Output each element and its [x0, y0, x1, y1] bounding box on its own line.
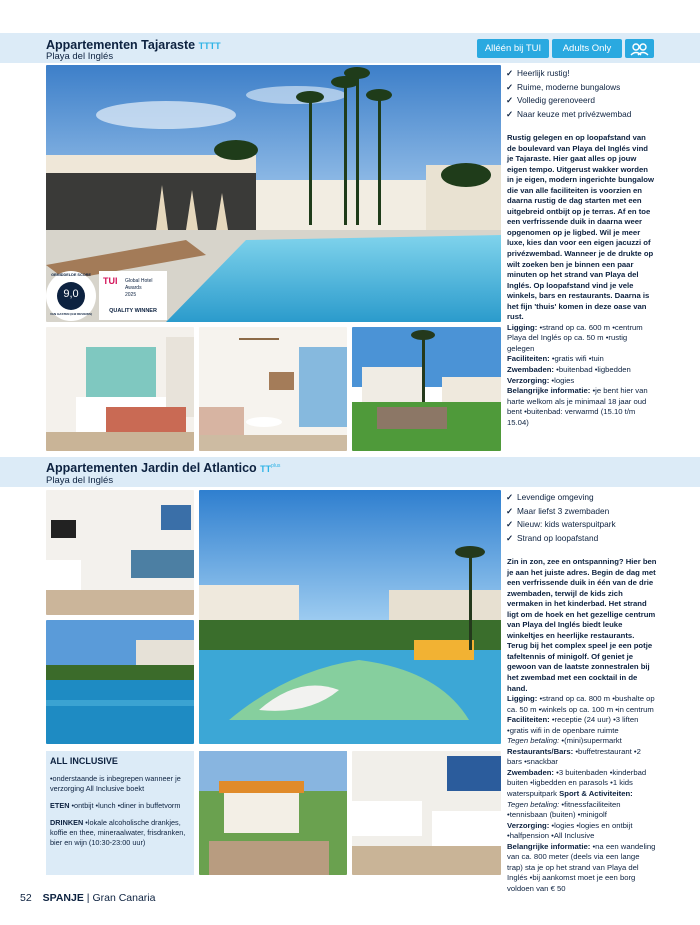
hotel1-location: Playa del Inglés	[46, 51, 114, 62]
hotel1-feature-item: ✓ Naar keuze met privézwembad	[506, 108, 676, 122]
hotel2-sport-label: Sport & Activiteiten:	[559, 789, 633, 799]
hotel2-sport-betaald-label: Tegen betaling:	[507, 799, 560, 809]
hotel1-feature-item: ✓ Volledig gerenoveerd	[506, 94, 676, 108]
hotel1-name: Appartementen Tajaraste	[46, 38, 196, 52]
adults-only-badge: Adults Only	[552, 39, 622, 58]
tui-award-year: 2025	[125, 292, 137, 298]
hotel1-faciliteiten-label: Faciliteiten:	[507, 354, 550, 364]
hotel2-feature-item: ✓ Nieuw: kids waterspuitpark	[506, 518, 676, 532]
hotel1-belangrijk-label: Belangrijke informatie:	[507, 386, 591, 396]
hotel2-description	[507, 557, 657, 895]
checkmark-icon: ✓	[506, 492, 513, 502]
all-inclusive-box	[46, 751, 194, 875]
hotel2-feature-item: ✓ Levendige omgeving	[506, 491, 676, 505]
tui-award-title: QUALITY WINNER	[109, 308, 157, 314]
eten-label: ETEN	[50, 801, 70, 810]
hotel2-belangrijk: •na een wandeling van ca. 800 meter (deels via een lange trap) sta je op het strand van Playa del Inglés •bij aankomst moet je een borg voldoen van € 50	[507, 841, 656, 893]
hotel2-stars-rating: TT	[260, 464, 272, 474]
guest-score-top-text: GEMIDDELDE SCORE	[51, 273, 91, 277]
hotel2-feature-list	[506, 491, 676, 545]
all-inclusive-title: ALL INCLUSIVE	[50, 756, 118, 766]
footer-country: SPANJE	[42, 892, 84, 904]
hotel1-ligging: •strand op ca. 600 m •centrum Playa del Inglés op ca. 50 m •rustig gelegen	[507, 322, 643, 353]
footer-region: Gran Canaria	[92, 892, 156, 904]
hotel2-stars-plus: plus	[271, 462, 281, 469]
checkmark-icon: ✓	[506, 532, 513, 543]
hotel2-zwembaden-label: Zwembaden:	[507, 767, 554, 777]
hotel2-tegen-betaling-label: Tegen betaling:	[507, 736, 560, 746]
hotel2-bar-photo	[199, 751, 347, 875]
hotel2-faciliteiten: •receptie (24 uur) •3 liften •gratis wifi in de openbare ruimte	[507, 715, 639, 735]
checkmark-icon: ✓	[506, 95, 513, 105]
hotel2-verzorging-label: Verzorging:	[507, 820, 550, 830]
hotel1-feature-item: ✓ Heerlijk rustig!	[506, 67, 676, 81]
footer-separator: |	[86, 892, 90, 904]
all-inclusive-intro: •onderstaande is inbegrepen wanneer je verzorging All Inclusive boekt	[50, 774, 181, 793]
tui-award-brand: TUI	[103, 276, 118, 286]
checkmark-icon: ✓	[506, 519, 513, 529]
hotel1-belangrijk: •je bent hier van harte welkom als je minimaal 18 jaar oud bent •buitenbad: verwarmd (15.10 t/m 15.04)	[507, 386, 648, 427]
hotel1-title	[46, 38, 221, 52]
tui-award-badge	[99, 271, 167, 320]
hotel1-description	[507, 133, 655, 428]
hotel1-verzorging: •logies	[549, 375, 575, 385]
hotel1-verzorging-label: Verzorging:	[507, 375, 550, 385]
hotel2-name: Appartementen Jardin del Atlantico	[46, 461, 257, 475]
hotel1-zwembaden-label: Zwembaden:	[507, 365, 554, 375]
hotel2-zwembaden: •3 buitenbaden •kinderbad buiten •ligbedden en parasols •1 kids waterspuitpark	[507, 767, 647, 799]
drinken-text: •lokale alcoholische drankjes, koffie en thee, mineraalwater, frisdranken, bier en wijn (10:30-23:00 uur)	[50, 818, 186, 847]
hotel2-verzorging: •logies •logies en ontbijt •halfpension •All Inclusive	[507, 820, 633, 841]
hotel2-location: Playa del Inglés	[46, 475, 114, 486]
tui-award-line2: Awards	[125, 285, 142, 291]
hotel2-faciliteiten-label: Faciliteiten:	[507, 715, 550, 725]
hotel1-living-room-photo	[199, 327, 347, 451]
all-inclusive-eten	[50, 801, 190, 811]
hotel2-ligging: •strand op ca. 800 m •bushalte op ca. 50 m •winkels op ca. 100 m •in centrum	[507, 694, 655, 714]
hotel2-bedroom-photo	[352, 751, 501, 875]
hotel2-title	[46, 461, 280, 475]
page-number: 52	[20, 892, 32, 904]
hotel2-feature-item: ✓ Maar liefst 3 zwembaden	[506, 505, 676, 519]
hotel2-feature-item: ✓ Strand op loopafstand	[506, 532, 676, 546]
tui-award-line1: Global Hotel	[125, 278, 153, 284]
eten-text: •ontbijt •lunch •diner in buffetvorm	[69, 801, 181, 810]
hotel2-faciliteiten-betaald: •(mini)supermarkt	[559, 736, 622, 746]
hotel2-main-photo	[199, 490, 501, 744]
checkmark-icon: ✓	[506, 108, 513, 119]
guest-score-value: 9,0	[63, 288, 79, 300]
hotel2-restaurants: •buffetrestaurant •2 bars •snackbar	[507, 746, 641, 767]
hotel1-zwembaden: •buitenbad •ligbedden	[554, 365, 631, 375]
hotel1-intro: Rustig gelegen en op loopafstand van de boulevard van Playa del Inglés vind je Tajaraste. Hier gaat alles op jouw eigen tempo. Uitgerust wakker worden in je eigen, modern ingerichte bungalow die van alle faciliteiten is voorzien en daarna rustig de dag starten met een uitgebreid ontbijt op je terras. Af en toe een verfrissende duik in daarna weer opgenomen op je ligbed. Wil je meer luxe, kies dan voor een eigen jacuzzi of privézwembad. Wanneer je de drukte op wilt zoeken ben je binnen een paar minuten op het strand van Playa del Inglés. Op loopafstand vind je vele winkels, bars en restaurants. Daarna is het fijn 'thuis' komen in deze oase van rust.	[507, 133, 654, 322]
hotel2-sport: •fitnessfaciliteiten •tennisbaan (buiten) •minigolf	[507, 799, 621, 820]
hotel2-belangrijk-label: Belangrijke informatie:	[507, 841, 591, 851]
checkmark-icon: ✓	[506, 505, 513, 516]
checkmark-icon: ✓	[506, 81, 513, 92]
hotel1-stars-rating: TTTT	[198, 41, 221, 51]
hotel1-garden-photo	[352, 327, 501, 451]
tui-exclusive-badge: Alléén bij TUI	[477, 39, 549, 58]
page-footer	[20, 892, 155, 904]
adults-couple-icon	[625, 39, 654, 58]
hotel2-ligging-label: Ligging:	[507, 694, 538, 704]
guest-score-bottom-text: VAN GASTEN (942 REVIEWS)	[50, 312, 92, 316]
hotel1-feature-item: ✓ Ruime, moderne bungalows	[506, 81, 676, 95]
drinken-label: DRINKEN	[50, 818, 84, 827]
hotel2-pool-photo	[46, 620, 194, 744]
hotel1-feature-list	[506, 67, 676, 121]
all-inclusive-drinken	[50, 818, 190, 848]
hotel1-faciliteiten: •gratis wifi •tuin	[549, 354, 604, 364]
hotel1-bedroom-photo	[46, 327, 194, 451]
hotel1-ligging-label: Ligging:	[507, 322, 538, 332]
hotel2-restaurants-label: Restaurants/Bars:	[507, 746, 574, 756]
checkmark-icon: ✓	[506, 68, 513, 78]
hotel2-intro: Zin in zon, zee en ontspanning? Hier ben je aan het juiste adres. Begin de dag met een verfrissende duik in één van de drie zwembaden, terwijl de kids zich vermaken in het kinderbad. Het strand ligt om de hoek en het gezellige centrum van Playa del Inglés biedt leuke winkeltjes en heerlijke restaurants. Terug bij het complex speel je een potje tafeltennis of minigolf. Of geniet je gewoon van de laatste zonnestralen bij het zwembad met een cocktail in de hand.	[507, 557, 657, 693]
hotel2-apartment-photo	[46, 490, 194, 615]
guest-score-badge	[46, 271, 96, 321]
